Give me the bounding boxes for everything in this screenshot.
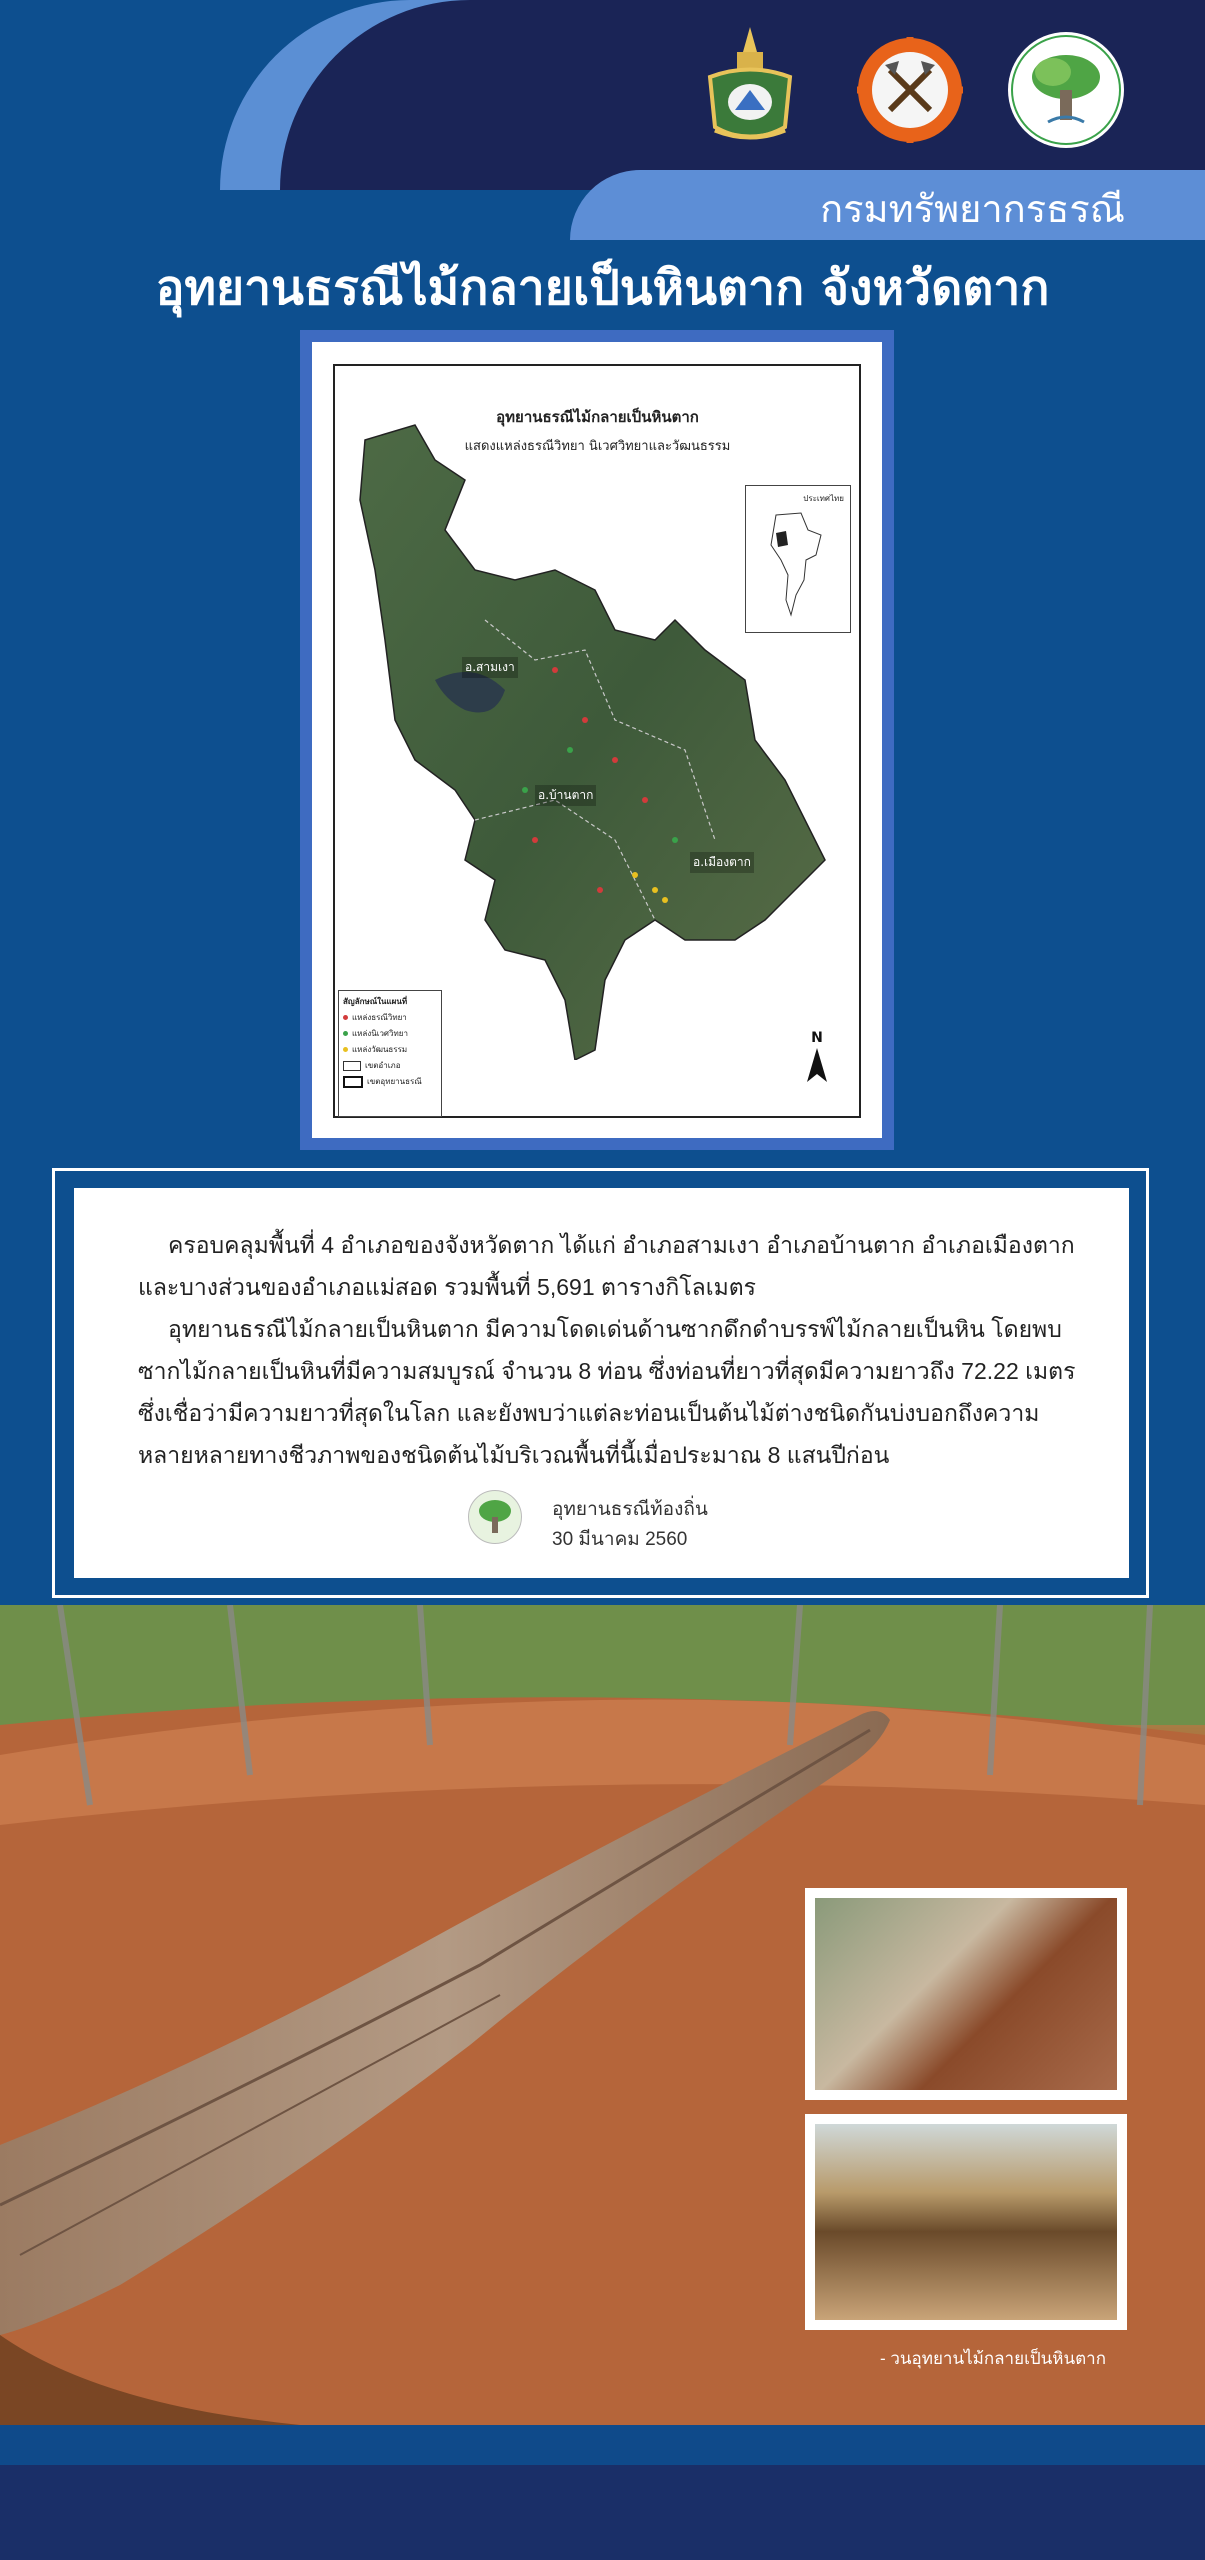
legend-item-geology: แหล่งธรณีวิทยา bbox=[343, 1011, 437, 1024]
signature-name: อุทยานธรณีท้องถิ่น bbox=[552, 1499, 708, 1520]
legend-item-ecology: แหล่งนิเวศวิทยา bbox=[343, 1027, 437, 1040]
signature-block bbox=[552, 1495, 708, 1555]
map-legend bbox=[338, 990, 442, 1117]
legend-item-geopark-boundary: เขตอุทยานธรณี bbox=[343, 1075, 437, 1088]
description-paragraph-2: อุทยานธรณีไม้กลายเป็นหินตาก มีความโดดเด่นด้านซากดึกดำบรรพ์ไม้กลายเป็นหิน โดยพบซากไม้กลายเป็นหินที่มีความสมบูรณ์ จำนวน 8 ท่อน ซึ่งท่อนที่ยาวที่สุดมีความยาวถึง 72.22 เมตร ซึ่งเชื่อว่ามีความยาวที่สุดในโลก และยังพบว่าแต่ละท่อนเป็นต้นไม้ต่างชนิดกันบ่งบอกถึงความหลายหลายทางชีวภาพของชนิดต้นไม้บริเวณพื้นที่นี้เมื่อประมาณ 8 แสนปีก่อน bbox=[138, 1316, 1076, 1468]
map-subtitle: แสดงแหล่งธรณีวิทยา นิเวศวิทยาและวัฒนธรรม bbox=[464, 439, 731, 454]
inset-label: ประเทศไทย bbox=[803, 494, 844, 503]
thumbnail-photo-logs[interactable] bbox=[805, 1888, 1127, 2100]
department-of-mineral-resources-emblem-icon bbox=[855, 35, 965, 145]
provincial-seal-icon bbox=[695, 22, 805, 147]
legend-item-culture: แหล่งวัฒนธรรม bbox=[343, 1043, 437, 1056]
boundary-box-icon bbox=[343, 1076, 363, 1088]
department-name: กรมทรัพยากรธรณี bbox=[820, 187, 1125, 231]
log-pile-image bbox=[815, 1898, 1117, 2090]
footer-band-top bbox=[0, 2425, 1205, 2465]
local-geopark-logo-icon bbox=[468, 1490, 522, 1544]
map-label-muangtak: อ.เมืองตาก bbox=[690, 852, 754, 873]
thumbnail-photo-shelter[interactable] bbox=[805, 2114, 1127, 2330]
yellow-dot-icon bbox=[343, 1047, 348, 1052]
photo-caption: - วนอุทยานไม้กลายเป็นหินตาก bbox=[880, 2349, 1106, 2368]
green-dot-icon bbox=[343, 1031, 348, 1036]
description-paragraph-1: ครอบคลุมพื้นที่ 4 อำเภอของจังหวัดตาก ได้แก่ อำเภอสามเงา อำเภอบ้านตาก อำเภอเมืองตาก และบางส่วนของอำเภอแม่สอด รวมพื้นที่ 5,691 ตารางกิโลเมตร bbox=[138, 1232, 1075, 1300]
map-title: อุทยานธรณีไม้กลายเป็นหินตาก bbox=[496, 408, 699, 426]
map-label-bantak: อ.บ้านตาก bbox=[535, 785, 596, 806]
north-label: N bbox=[811, 1030, 823, 1046]
page-title: อุทยานธรณีไม้กลายเป็นหินตาก จังหวัดตาก bbox=[155, 260, 1050, 316]
map-label-samngao: อ.สามเงา bbox=[462, 657, 518, 678]
legend-item-district: เขตอำเภอ bbox=[343, 1059, 437, 1072]
north-arrow-icon bbox=[805, 1030, 829, 1090]
district-box-icon bbox=[343, 1061, 361, 1071]
red-dot-icon bbox=[343, 1015, 348, 1020]
signature-date: 30 มีนาคม 2560 bbox=[552, 1529, 688, 1550]
shelter-image bbox=[815, 2124, 1117, 2320]
legend-heading: สัญลักษณ์ในแผนที่ bbox=[343, 997, 408, 1006]
thailand-inset-map bbox=[745, 485, 851, 633]
petrified-wood-tree-logo-icon bbox=[1008, 32, 1124, 148]
footer-band-bottom bbox=[0, 2465, 1205, 2560]
